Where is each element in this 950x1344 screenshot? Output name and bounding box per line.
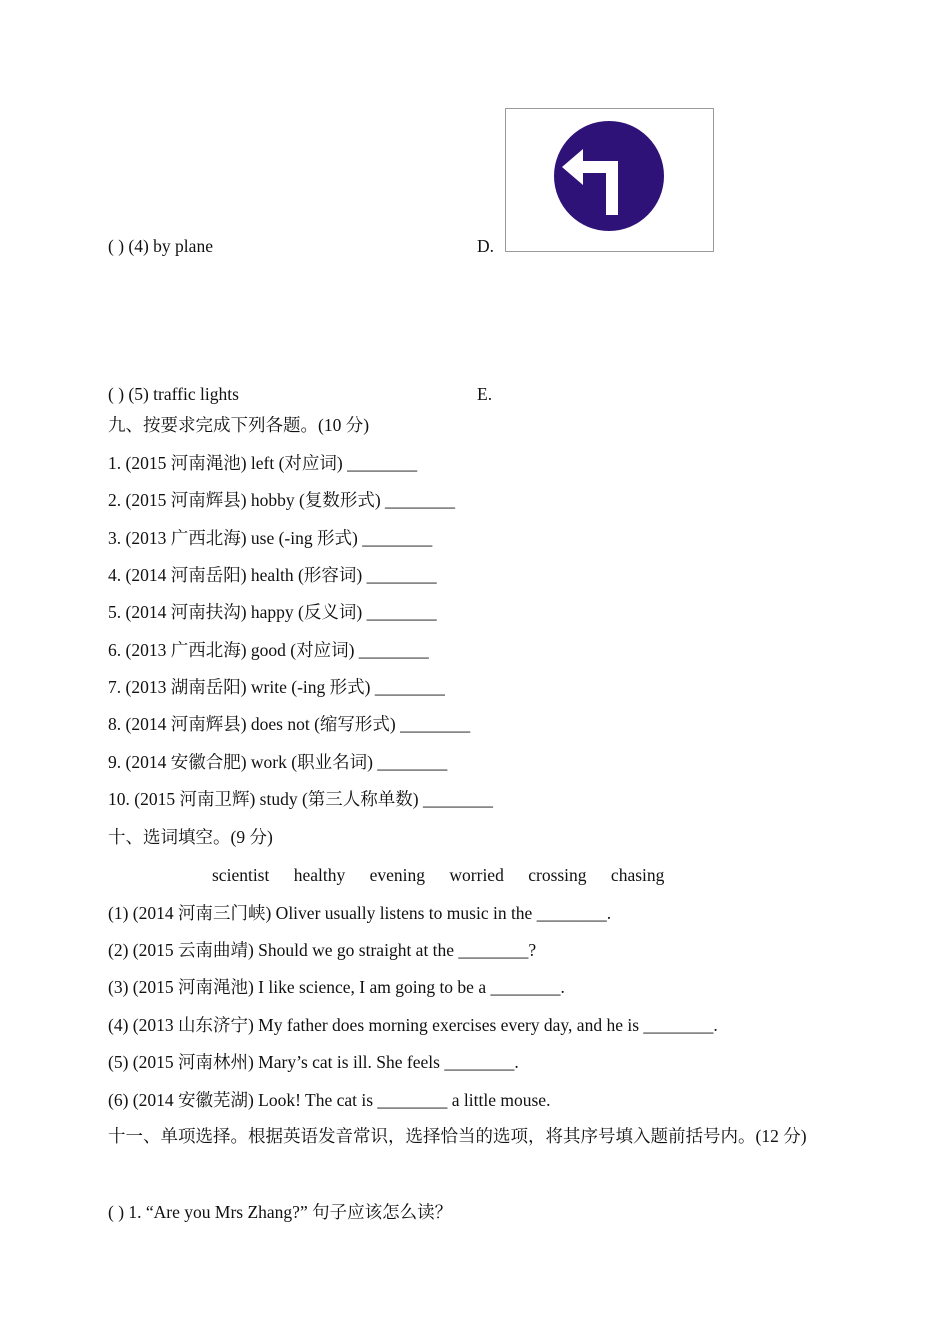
match-item-4: ( ) (4) by plane bbox=[108, 236, 213, 256]
s9-q9: 9. (2014 安徽合肥) work (职业名词) ________ bbox=[108, 752, 448, 772]
s10-q3: (3) (2015 河南渑池) I like science, I am going to be a ________. bbox=[108, 977, 565, 997]
s9-q1: 1. (2015 河南渑池) left (对应词) ________ bbox=[108, 453, 418, 473]
s9-q3: 3. (2013 广西北海) use (-ing 形式) ________ bbox=[108, 528, 433, 548]
s10-q4: (4) (2013 山东济宁) My father does morning exercises every day, and he is ________. bbox=[108, 1015, 718, 1035]
option-d-label: D. bbox=[477, 236, 495, 256]
option-e-label: E. bbox=[477, 384, 493, 404]
s10-q5: (5) (2015 河南林州) Mary’s cat is ill. She feels ________. bbox=[108, 1052, 519, 1072]
match-item-5: ( ) (5) traffic lights bbox=[108, 384, 239, 404]
section-10-heading: 十、选词填空。(9 分) bbox=[108, 827, 273, 847]
s10-q2: (2) (2015 云南曲靖) Should we go straight at the ________? bbox=[108, 940, 537, 960]
word-bank-item: healthy bbox=[293, 865, 346, 885]
word-bank-item: chasing bbox=[610, 865, 665, 885]
word-bank-item: crossing bbox=[528, 865, 587, 885]
word-bank-item: scientist bbox=[212, 865, 270, 885]
section-11-heading: 十一、单项选择。根据英语发音常识，选择恰当的选项，将其序号填入题前括号内。(12 分) bbox=[108, 1126, 807, 1146]
s9-q10: 10. (2015 河南卫辉) study (第三人称单数) ________ bbox=[108, 789, 493, 809]
s9-q8: 8. (2014 河南辉县) does not (缩写形式) ________ bbox=[108, 714, 471, 734]
word-bank bbox=[212, 864, 684, 886]
turn-left-arrow-icon bbox=[506, 109, 715, 253]
s9-q7: 7. (2013 湖南岳阳) write (-ing 形式) ________ bbox=[108, 677, 445, 697]
turn-left-sign-image bbox=[505, 108, 714, 252]
s9-q5: 5. (2014 河南扶沟) happy (反义词) ________ bbox=[108, 602, 437, 622]
s11-q1: ( ) 1. “Are you Mrs Zhang?” 句子应该怎么读？ bbox=[108, 1202, 453, 1222]
s9-q4: 4. (2014 河南岳阳) health (形容词) ________ bbox=[108, 565, 437, 585]
section-9-heading: 九、按要求完成下列各题。(10 分) bbox=[108, 415, 370, 435]
word-bank-item: worried bbox=[449, 865, 504, 885]
s9-q6: 6. (2013 广西北海) good (对应词) ________ bbox=[108, 640, 429, 660]
s10-q6: (6) (2014 安徽芜湖) Look! The cat is ________ a little mouse. bbox=[108, 1090, 551, 1110]
word-bank-item: evening bbox=[369, 865, 426, 885]
s9-q2: 2. (2015 河南辉县) hobby (复数形式) ________ bbox=[108, 490, 456, 510]
s10-q1: (1) (2014 河南三门峡) Oliver usually listens to music in the ________. bbox=[108, 903, 612, 923]
